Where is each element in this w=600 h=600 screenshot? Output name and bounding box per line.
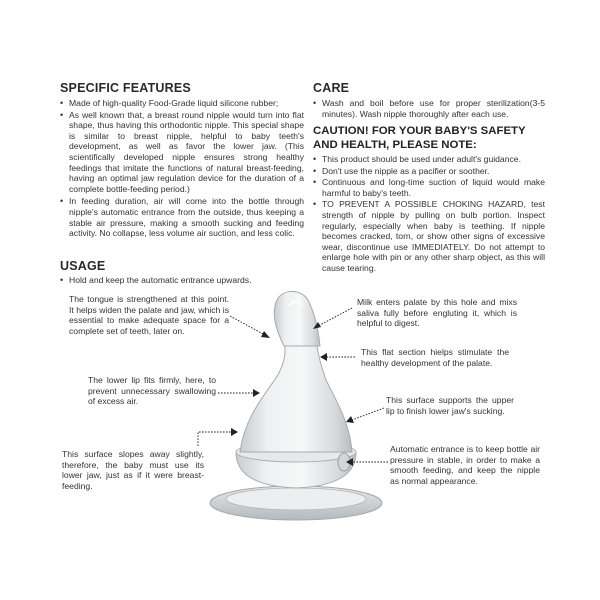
callout-flat-section: This flat section hielps stimulate the healthy development of the palate. <box>361 347 509 368</box>
arrow-upper-lip <box>346 408 384 423</box>
arrow-automatic <box>346 458 388 466</box>
specific-features-heading: SPECIFIC FEATURES <box>60 81 191 95</box>
usage-heading: USAGE <box>60 259 106 273</box>
list-item: • As well known that, a breast round nipple would turn into flat shape, thus having this orthodontic nipple. This special shape is similar to breast nipple, helpful to baby teeth's development, as well as favor the lower jaw. (This scientifically developed nipple ensures strong healthy feedings that imitate the functions of natural breast-feeding, having an optimal jaw regulation device for the duration of a complete bottle-feeding period.) <box>60 110 304 195</box>
list-item: • Hold and keep the automatic entrance upwards. <box>60 275 304 286</box>
callout-upper-lip: This surface supports the upper lip to finish lower jaw's sucking. <box>386 395 514 416</box>
list-item: • Don't use the nipple as a pacifier or soother. <box>313 166 545 177</box>
caution-heading: CAUTION! FOR YOUR BABY'S SAFETY AND HEALTH, PLEASE NOTE: <box>313 125 526 151</box>
callout-automatic: Automatic entrance is to keep bottle air pressure in stable, in order to make a smooth feeding, and keep the nipple as normal appearance. <box>390 444 540 486</box>
flange-inner-shape <box>226 488 366 510</box>
list-item: • Wash and boil before use for proper sterilization(3-5 minutes). Wash nipple thoroughly after each use. <box>313 98 545 119</box>
list-item: • In feeding duration, air will come into the bottle through nipple's automatic entrance from the outside, thus keeping a stable air pressure, making a smooth sucking and feeding activity. No collapse, less volume air suction, and less colic. <box>60 196 304 238</box>
callout-slopes: This surface slopes away slightly, therefore, the baby must use its lower jaw, just as if it were breast-feeding. <box>62 449 204 491</box>
list-item: • TO PREVENT A POSSIBLE CHOKING HAZARD, test strength of nipple by pulling on bulb portion. Inspect regularly, especially when baby is teething. If nipple becomes cracked, torn, or show other signs of excessive wear, discontinue use IMMEDIATELY. Do not attempt to enlarge hole with pin or any other sharp object, as this will cause tearing. <box>313 199 545 273</box>
list-item: • This product should be used under adult's guidance. <box>313 154 545 165</box>
list-item: • Made of high-quality Food-Grade liquid silicone rubber; <box>60 98 304 109</box>
arrow-slopes <box>198 428 238 446</box>
arrow-flat-section <box>320 353 355 361</box>
cone-shape <box>240 340 352 452</box>
list-item: • Continuous and long-time suction of liquid would make harmful to baby's teeth. <box>313 177 545 198</box>
care-heading: CARE <box>313 81 350 95</box>
arrow-milk <box>313 308 352 329</box>
callout-milk: Milk enters palate by this hole and mixs saliva fully before engluting it, which is helpful to digest. <box>357 297 517 329</box>
arrow-tongue <box>230 316 270 338</box>
arrow-lower-lip <box>218 389 260 397</box>
teat-shape <box>274 291 320 346</box>
callout-tongue: The tongue is strengthened at this point. It helps widen the palate and jaw, which is essential to make adequate space for a complete set of teeth, later on. <box>69 294 229 336</box>
callout-lower-lip: The lower lip fits firmly, here, to prevent unnecessary swallowing of excess air. <box>88 375 216 407</box>
